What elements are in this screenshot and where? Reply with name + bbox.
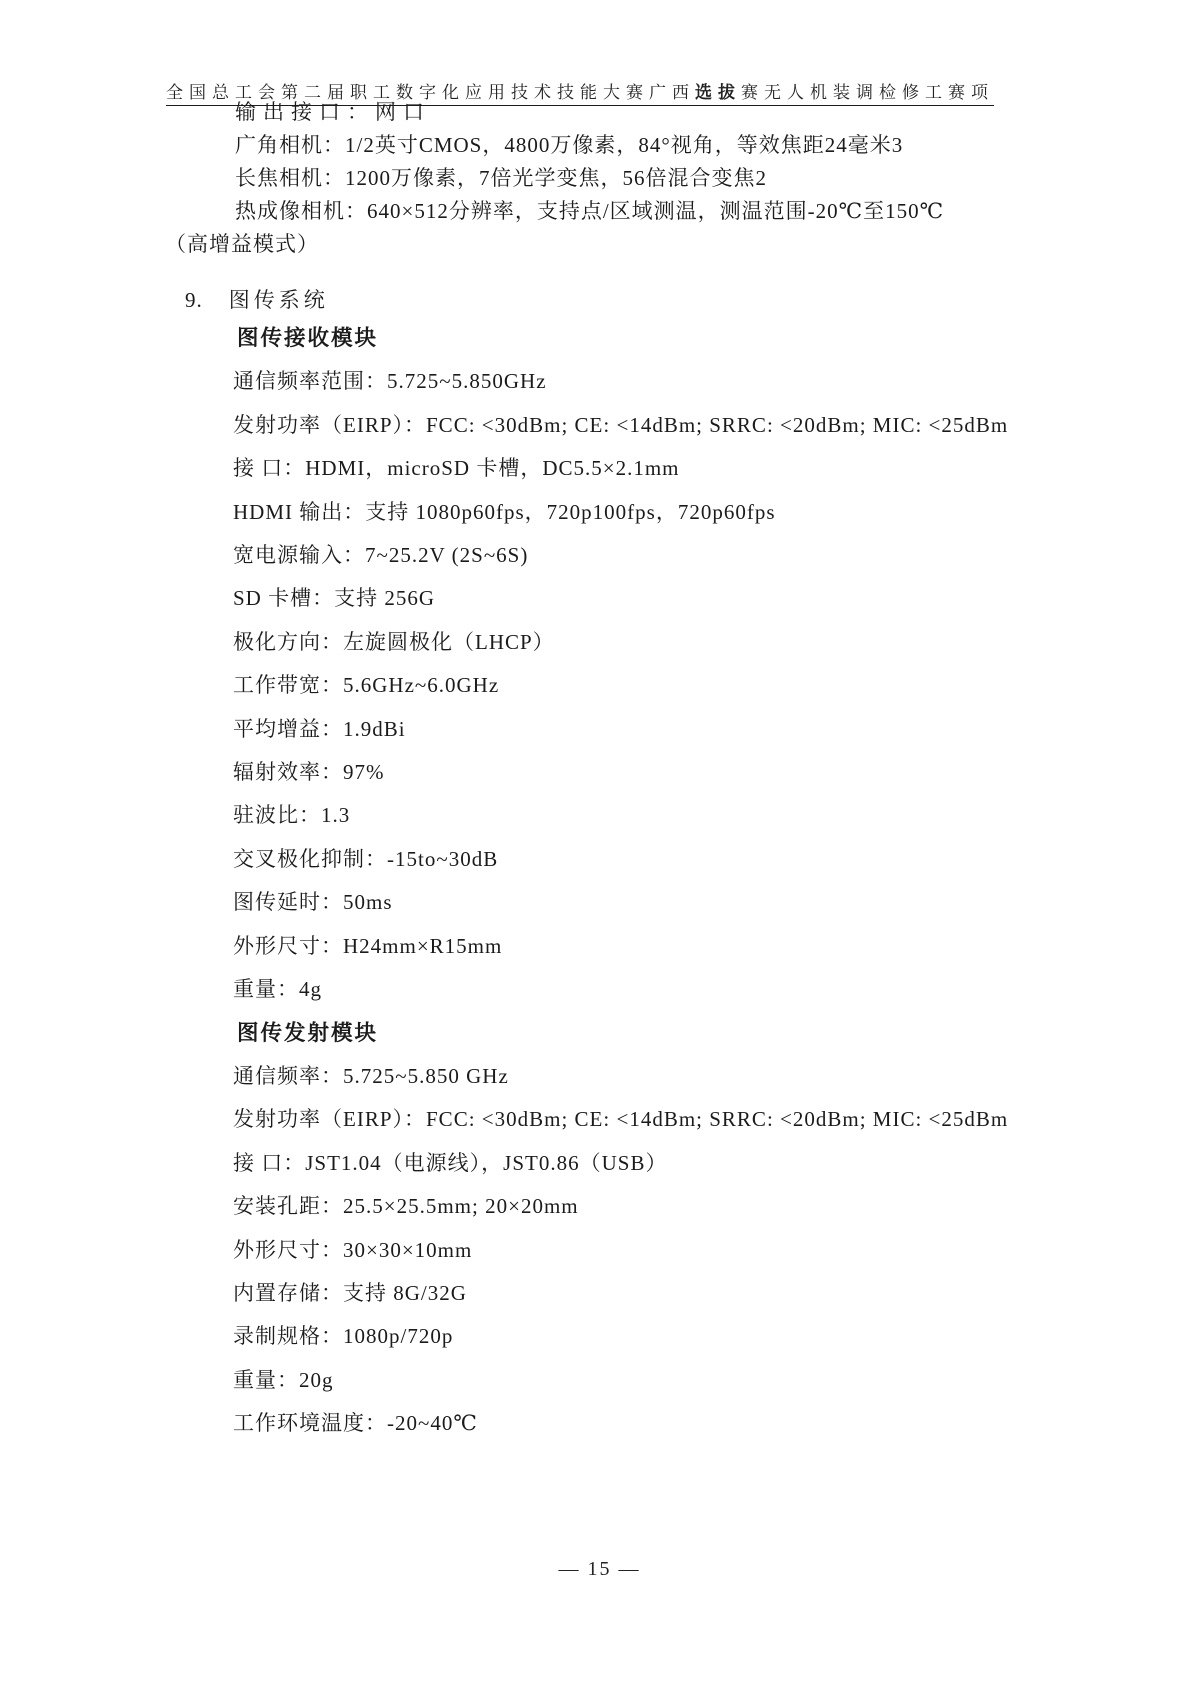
transmitter-module-section: [165, 1012, 1159, 1446]
spec-line: 长焦相机：1200万像素，7倍光学变焦，56倍混合变焦2: [235, 166, 767, 190]
spec-line: 驻波比：1.3: [233, 803, 351, 828]
spec-line: 外形尺寸：30×30×10mm: [233, 1237, 473, 1262]
header-text-pre: 全国总工会第二届职工数字化应用技术技能大赛广西: [166, 83, 695, 102]
spec-line: 内置存储：支持 8G/32G: [233, 1280, 467, 1305]
spec-line: 发射功率（EIRP）：FCC: <30dBm; CE: <14dBm; SRRC: <20dBm; MIC: <25dBm: [233, 1107, 1009, 1132]
header-text-post: 赛无人机装调检修工赛项: [741, 83, 994, 102]
transmitter-module-heading: 图传发射模块: [237, 1020, 379, 1045]
spec-line: HDMI 输出：支持 1080p60fps，720p100fps，720p60fps: [233, 499, 776, 524]
spec-line: 安装孔距：25.5×25.5mm; 20×20mm: [233, 1194, 579, 1219]
page-number: — 15 —: [558, 1558, 641, 1580]
spec-line: 重量：4g: [233, 977, 322, 1002]
document-body: [165, 96, 1159, 1446]
spec-line: 工作带宽：5.6GHz~6.0GHz: [233, 673, 500, 698]
spec-line: 宽电源输入：7~25.2V (2S~6S): [233, 543, 529, 568]
spec-line: 通信频率：5.725~5.850 GHz: [233, 1063, 509, 1088]
spec-line: 极化方向：左旋圆极化（LHCP）: [233, 629, 555, 654]
spec-line: 广角相机：1/2英寸CMOS，4800万像素，84°视角，等效焦距24毫米3: [235, 133, 904, 157]
spec-line: 平均增益：1.9dBi: [233, 716, 406, 741]
spec-line: 交叉极化抑制：-15to~30dB: [233, 846, 499, 871]
spec-line: SD 卡槽：支持 256G: [233, 586, 436, 611]
section-9-heading: [165, 283, 1159, 317]
spec-line: 接 口：HDMI，microSD 卡槽，DC5.5×2.1mm: [233, 456, 680, 481]
spec-line: 接 口：JST1.04（电源线），JST0.86（USB）: [233, 1150, 668, 1175]
spec-line: 通信频率范围：5.725~5.850GHz: [233, 369, 547, 394]
receiver-module-section: [165, 317, 1159, 1012]
spec-line: 录制规格：1080p/720p: [233, 1324, 454, 1349]
spec-line: 发射功率（EIRP）：FCC: <30dBm; CE: <14dBm; SRRC: <20dBm; MIC: <25dBm: [233, 412, 1009, 437]
spec-line: 输出接口：网口: [235, 100, 431, 124]
spec-line: 热成像相机：640×512分辨率，支持点/区域测温，测温范围-20℃至150℃: [235, 199, 945, 223]
spec-line: 工作环境温度：-20~40℃: [233, 1411, 478, 1436]
camera-spec-paragraphs: [165, 96, 1159, 261]
receiver-module-heading: 图传接收模块: [237, 326, 379, 350]
spec-line-continuation: （高增益模式）: [165, 232, 319, 256]
spec-line: 图传延时：50ms: [233, 890, 393, 915]
section-title: 图传系统: [228, 288, 329, 312]
spec-line: 外形尺寸：H24mm×R15mm: [233, 933, 503, 958]
header-text-emphasis: 选拔: [695, 83, 741, 102]
spec-line: 辐射效率：97%: [233, 760, 385, 785]
section-number: 9.: [185, 288, 203, 312]
spec-line: 重量：20g: [233, 1367, 334, 1392]
